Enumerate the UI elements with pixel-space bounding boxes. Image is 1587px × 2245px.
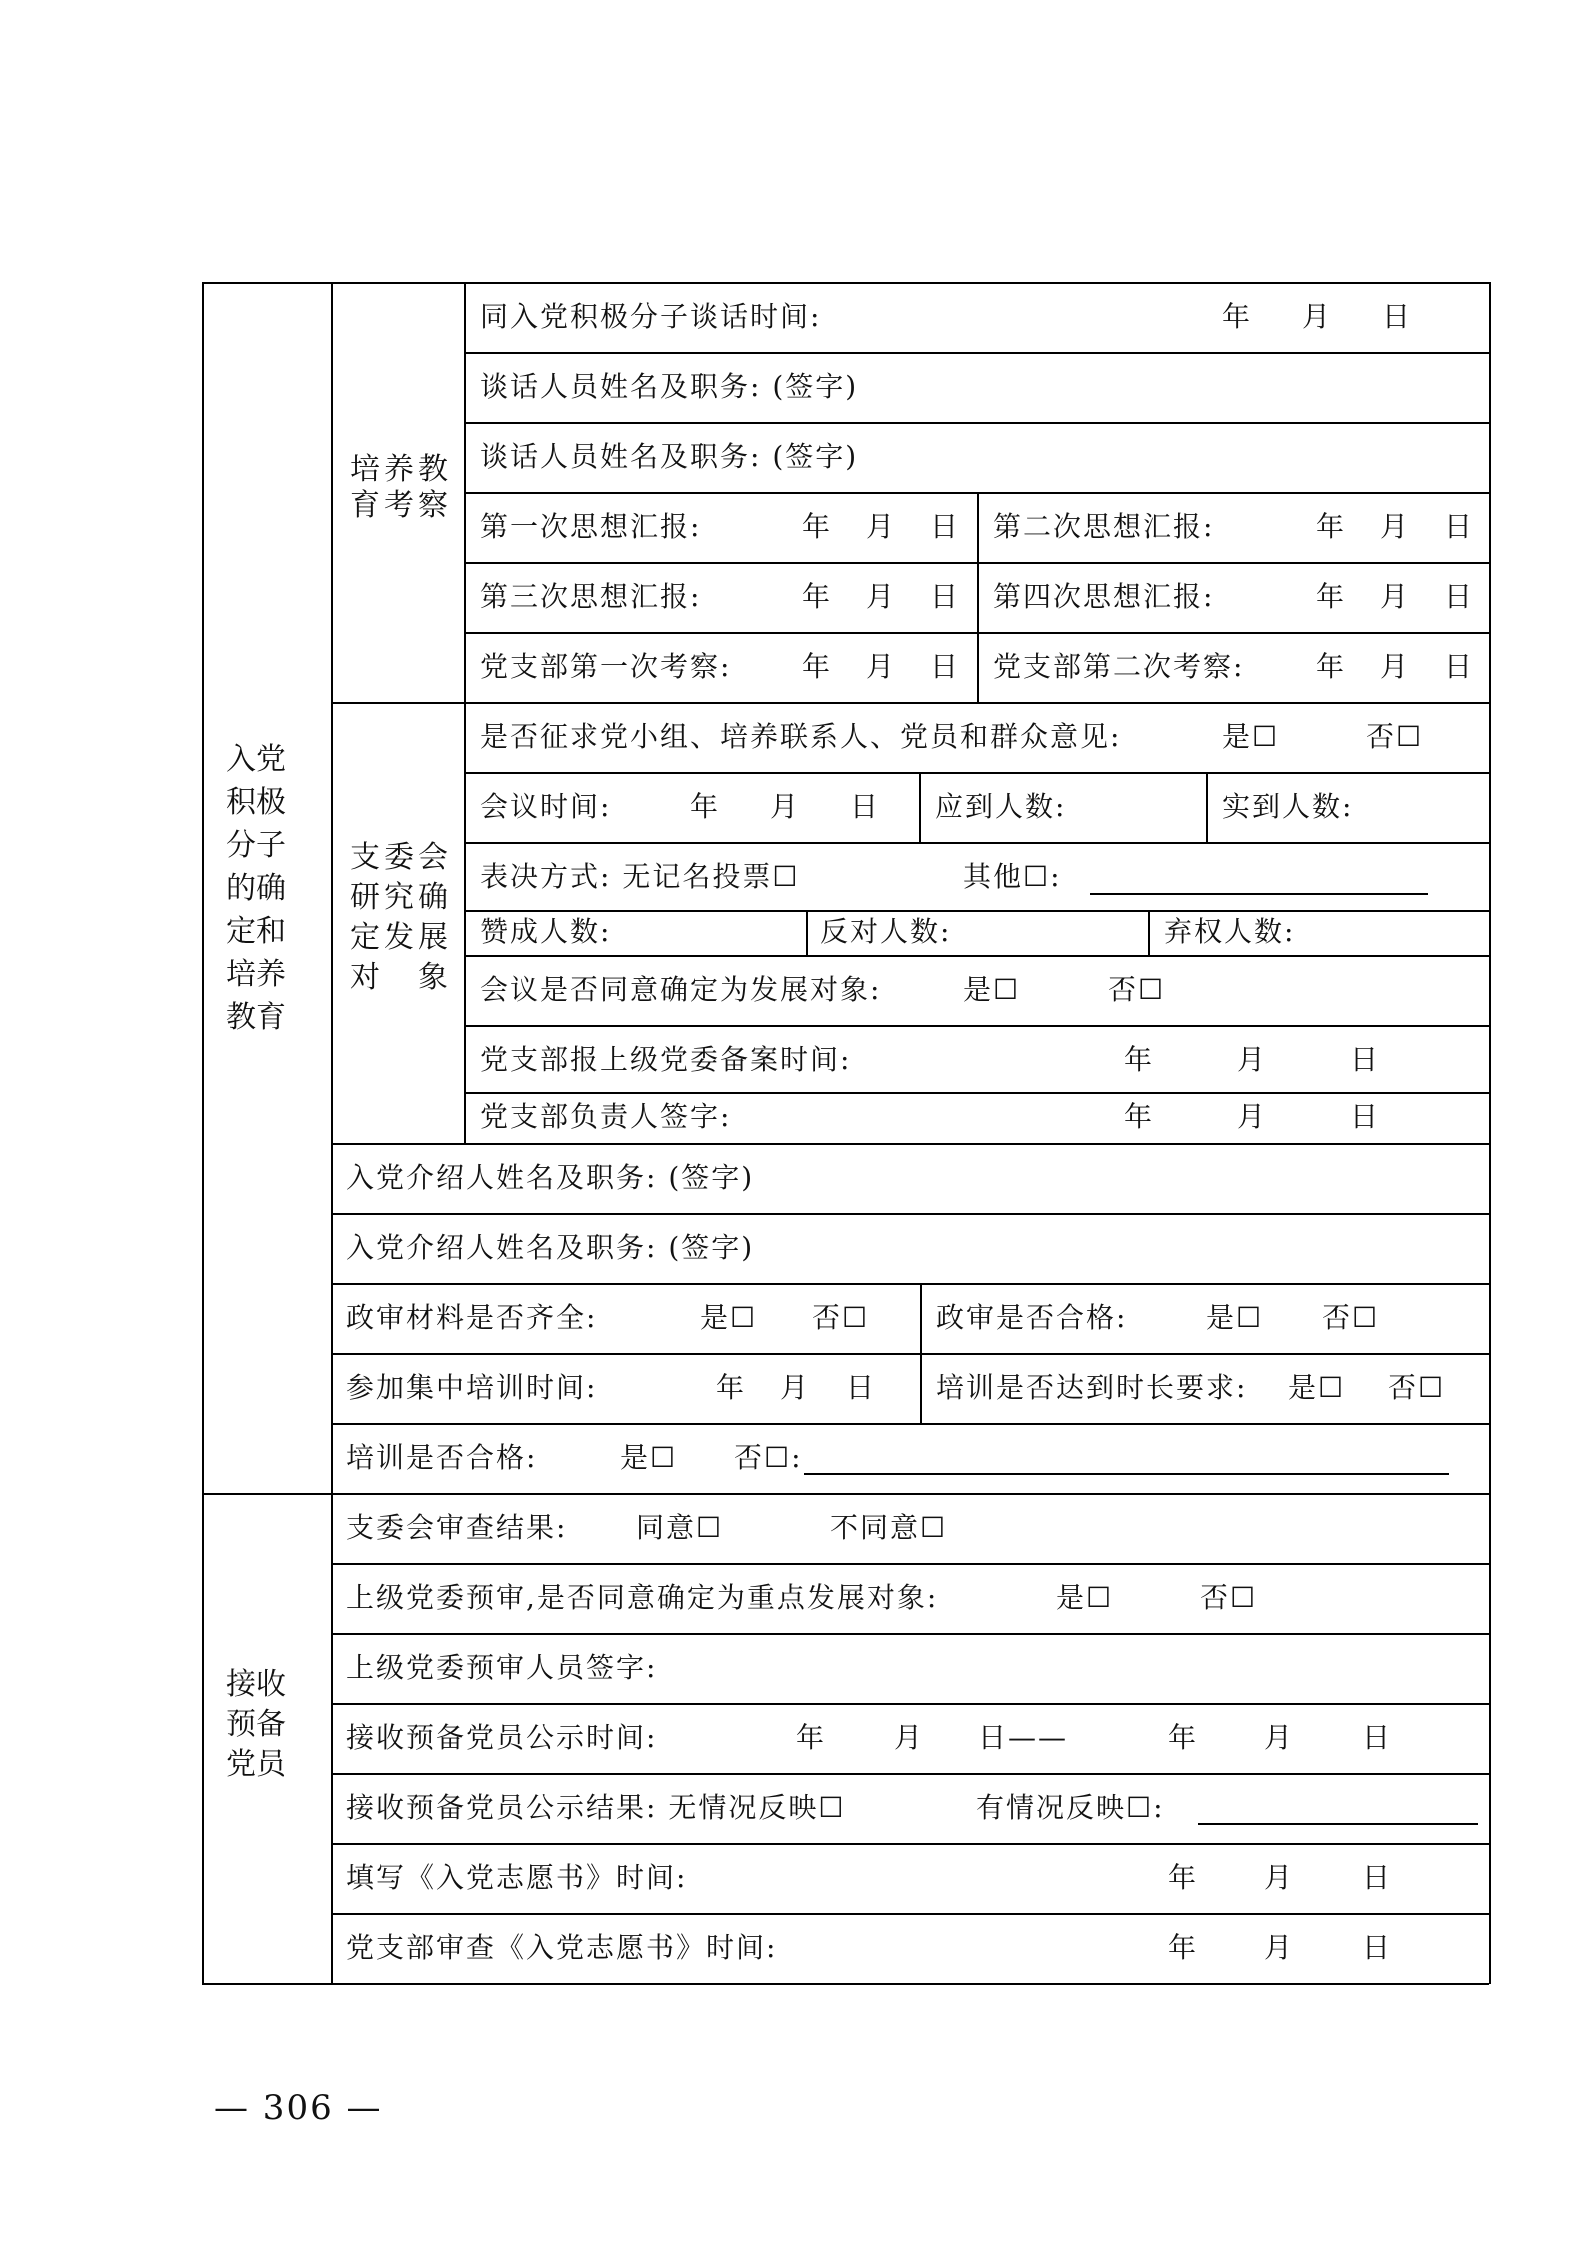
- date-month: 月: [1302, 300, 1333, 333]
- date-year: 年: [1316, 510, 1347, 543]
- training-hours-yes-checkbox[interactable]: 是☐: [1288, 1371, 1346, 1404]
- training-sublabel-line: 培养教: [350, 452, 452, 487]
- row-line: [331, 1773, 1489, 1775]
- row-line: [331, 1843, 1489, 1845]
- section2-label-line: 党员: [226, 1747, 286, 1782]
- date-month: 月: [1237, 1043, 1268, 1076]
- date-year: 年: [802, 510, 833, 543]
- political-pass-no-checkbox[interactable]: 否☐: [1322, 1301, 1380, 1334]
- date-month: 月: [1380, 510, 1411, 543]
- section1-label-line: 的确: [226, 871, 286, 906]
- vote-method-label: 表决方式: 无记名投票☐: [480, 860, 800, 893]
- date-year: 年: [802, 650, 833, 683]
- introducer-1: 入党介绍人姓名及职务: (签字): [346, 1161, 755, 1194]
- row-line: [464, 772, 1489, 774]
- actual-count-label: 实到人数:: [1222, 790, 1354, 823]
- section1-label: [226, 738, 286, 1039]
- row-line: [331, 1703, 1489, 1705]
- date-month: 月: [770, 790, 801, 823]
- row-line: [464, 422, 1489, 424]
- cell-divider: [920, 1283, 922, 1423]
- publicity-result-label: 接收预备党员公示结果: 无情况反映☐: [346, 1791, 846, 1824]
- date-year: 年: [690, 790, 721, 823]
- section-divider: [202, 1493, 1489, 1495]
- date-day: 日: [1350, 1100, 1381, 1133]
- cell-divider: [1148, 910, 1150, 955]
- date-day: 日: [1362, 1721, 1393, 1754]
- committee-sublabel-line: 支委会: [350, 840, 452, 875]
- row-line: [331, 702, 1489, 704]
- row-line: [464, 1025, 1489, 1027]
- date-day: 日: [1444, 510, 1475, 543]
- pre-review-yes-checkbox[interactable]: 是☐: [1056, 1581, 1114, 1614]
- row-line: [331, 1913, 1489, 1915]
- sublabel-divider: [464, 282, 466, 1143]
- row-line: [331, 1353, 1489, 1355]
- date-year: 年: [796, 1721, 827, 1754]
- date-day: 日: [1444, 650, 1475, 683]
- date-month: 月: [1380, 580, 1411, 613]
- talk-person-2: 谈话人员姓名及职务: (签字): [480, 440, 859, 473]
- fill-application-time-label: 填写《入党志愿书》时间:: [346, 1861, 688, 1894]
- committee-sublabel-line: 定发展: [350, 920, 452, 955]
- date-day-dash: 日——: [978, 1721, 1069, 1754]
- section2-label-line: 预备: [226, 1707, 286, 1742]
- cell-divider: [806, 910, 808, 955]
- expected-count-label: 应到人数:: [935, 790, 1067, 823]
- agree-yes-checkbox[interactable]: 是☐: [963, 973, 1021, 1006]
- date-day: 日: [930, 580, 961, 613]
- review-disagree-checkbox[interactable]: 不同意☐: [830, 1511, 948, 1544]
- date-day: 日: [1362, 1861, 1393, 1894]
- committee-sublabel-line: 研究确: [350, 880, 452, 915]
- pre-review-label: 上级党委预审,是否同意确定为重点发展对象:: [346, 1581, 939, 1614]
- talk-time-label: 同入党积极分子谈话时间:: [480, 300, 822, 333]
- date-year: 年: [1222, 300, 1253, 333]
- solicit-opinion-label: 是否征求党小组、培养联系人、党员和群众意见:: [480, 720, 1122, 753]
- training-pass-no-checkbox[interactable]: 否☐:: [734, 1441, 803, 1474]
- report-1-label: 第一次思想汇报:: [480, 510, 702, 543]
- date-month: 月: [780, 1371, 811, 1404]
- date-month: 月: [1264, 1721, 1295, 1754]
- date-month: 月: [1237, 1100, 1268, 1133]
- row-line: [464, 955, 1489, 957]
- solicit-yes-checkbox[interactable]: 是☐: [1222, 720, 1280, 753]
- table-right-border: [1489, 282, 1491, 1984]
- date-year: 年: [1168, 1931, 1199, 1964]
- political-material-no-checkbox[interactable]: 否☐: [812, 1301, 870, 1334]
- section1-label-line: 培养: [226, 957, 286, 992]
- section-label-divider: [331, 282, 333, 1984]
- date-year: 年: [716, 1371, 747, 1404]
- date-year: 年: [1316, 650, 1347, 683]
- report-4-label: 第四次思想汇报:: [993, 580, 1215, 613]
- section2-label-line: 接收: [226, 1667, 286, 1702]
- training-hours-label: 培训是否达到时长要求:: [936, 1371, 1248, 1404]
- political-material-label: 政审材料是否齐全:: [346, 1301, 598, 1334]
- cell-divider: [919, 772, 921, 842]
- date-day: 日: [1362, 1931, 1393, 1964]
- training-reason-fill-line[interactable]: [804, 1473, 1449, 1475]
- section1-label-line: 积极: [226, 785, 286, 820]
- table-top-border: [202, 282, 1489, 284]
- leader-sign-label: 党支部负责人签字:: [480, 1100, 732, 1133]
- political-pass-label: 政审是否合格:: [936, 1301, 1128, 1334]
- date-year: 年: [1168, 1861, 1199, 1894]
- meeting-time-label: 会议时间:: [480, 790, 612, 823]
- review-agree-checkbox[interactable]: 同意☐: [636, 1511, 724, 1544]
- report-2-label: 第二次思想汇报:: [993, 510, 1215, 543]
- training-pass-label: 培训是否合格:: [346, 1441, 538, 1474]
- oppose-count-label: 反对人数:: [820, 915, 952, 948]
- page-number: — 306 —: [214, 2088, 383, 2128]
- table-left-border: [202, 282, 204, 1984]
- date-day: 日: [1444, 580, 1475, 613]
- section1-label-line: 分子: [226, 828, 286, 863]
- publicity-time-label: 接收预备党员公示时间:: [346, 1721, 658, 1754]
- date-year: 年: [802, 580, 833, 613]
- pre-review-sign-label: 上级党委预审人员签字:: [346, 1651, 658, 1684]
- row-line: [331, 1423, 1489, 1425]
- date-month: 月: [1264, 1931, 1295, 1964]
- training-pass-yes-checkbox[interactable]: 是☐: [620, 1441, 678, 1474]
- training-hours-no-checkbox[interactable]: 否☐: [1388, 1371, 1446, 1404]
- date-year: 年: [1124, 1100, 1155, 1133]
- row-line: [331, 1283, 1489, 1285]
- section2-label: [226, 1665, 286, 1785]
- talk-person-1: 谈话人员姓名及职务: (签字): [480, 370, 859, 403]
- committee-sublabel: [350, 838, 452, 998]
- date-day: 日: [930, 510, 961, 543]
- date-day: 日: [846, 1371, 877, 1404]
- agree-no-checkbox[interactable]: 否☐: [1108, 973, 1166, 1006]
- date-month: 月: [866, 580, 897, 613]
- committee-sublabel-line: 对 象: [350, 960, 452, 995]
- political-pass-yes-checkbox[interactable]: 是☐: [1206, 1301, 1264, 1334]
- date-month: 月: [894, 1721, 925, 1754]
- feedback-fill-line[interactable]: [1198, 1823, 1478, 1825]
- training-sublabel-line: 育考察: [350, 488, 452, 523]
- report-time-label: 党支部报上级党委备案时间:: [480, 1043, 852, 1076]
- vote-other-fill-line[interactable]: [1090, 893, 1428, 895]
- review-result-label: 支委会审查结果:: [346, 1511, 568, 1544]
- row-line: [464, 1092, 1489, 1094]
- date-year: 年: [1168, 1721, 1199, 1754]
- date-month: 月: [1264, 1861, 1295, 1894]
- abstain-count-label: 弃权人数:: [1164, 915, 1296, 948]
- row-line: [331, 1633, 1489, 1635]
- date-month: 月: [1380, 650, 1411, 683]
- training-sublabel: [350, 452, 452, 524]
- report-3-label: 第三次思想汇报:: [480, 580, 702, 613]
- date-day: 日: [1382, 300, 1413, 333]
- cell-divider: [1206, 772, 1208, 842]
- date-month: 月: [866, 510, 897, 543]
- row-line: [464, 842, 1489, 844]
- row-line: [331, 1213, 1489, 1215]
- inspect-1-label: 党支部第一次考察:: [480, 650, 732, 683]
- date-month: 月: [866, 650, 897, 683]
- date-year: 年: [1124, 1043, 1155, 1076]
- table-bottom-border: [202, 1983, 1489, 1985]
- vote-other-checkbox[interactable]: 其他☐:: [963, 860, 1062, 893]
- date-day: 日: [1350, 1043, 1381, 1076]
- section1-label-line: 定和: [226, 914, 286, 949]
- cell-divider: [977, 492, 979, 702]
- row-line: [331, 1563, 1489, 1565]
- date-year: 年: [1316, 580, 1347, 613]
- has-feedback-checkbox[interactable]: 有情况反映☐:: [976, 1791, 1165, 1824]
- political-material-yes-checkbox[interactable]: 是☐: [700, 1301, 758, 1334]
- row-line: [464, 910, 1489, 912]
- solicit-no-checkbox[interactable]: 否☐: [1366, 720, 1424, 753]
- check-application-time-label: 党支部审查《入党志愿书》时间:: [346, 1931, 778, 1964]
- section1-label-line: 教育: [226, 1000, 286, 1035]
- pre-review-no-checkbox[interactable]: 否☐: [1200, 1581, 1258, 1614]
- agree-development-label: 会议是否同意确定为发展对象:: [480, 973, 882, 1006]
- date-day: 日: [930, 650, 961, 683]
- training-time-label: 参加集中培训时间:: [346, 1371, 598, 1404]
- row-line: [331, 1143, 1489, 1145]
- approve-count-label: 赞成人数:: [480, 915, 612, 948]
- date-day: 日: [850, 790, 881, 823]
- inspect-2-label: 党支部第二次考察:: [993, 650, 1245, 683]
- section1-label-line: 入党: [226, 742, 286, 777]
- introducer-2: 入党介绍人姓名及职务: (签字): [346, 1231, 755, 1264]
- row-line: [464, 352, 1489, 354]
